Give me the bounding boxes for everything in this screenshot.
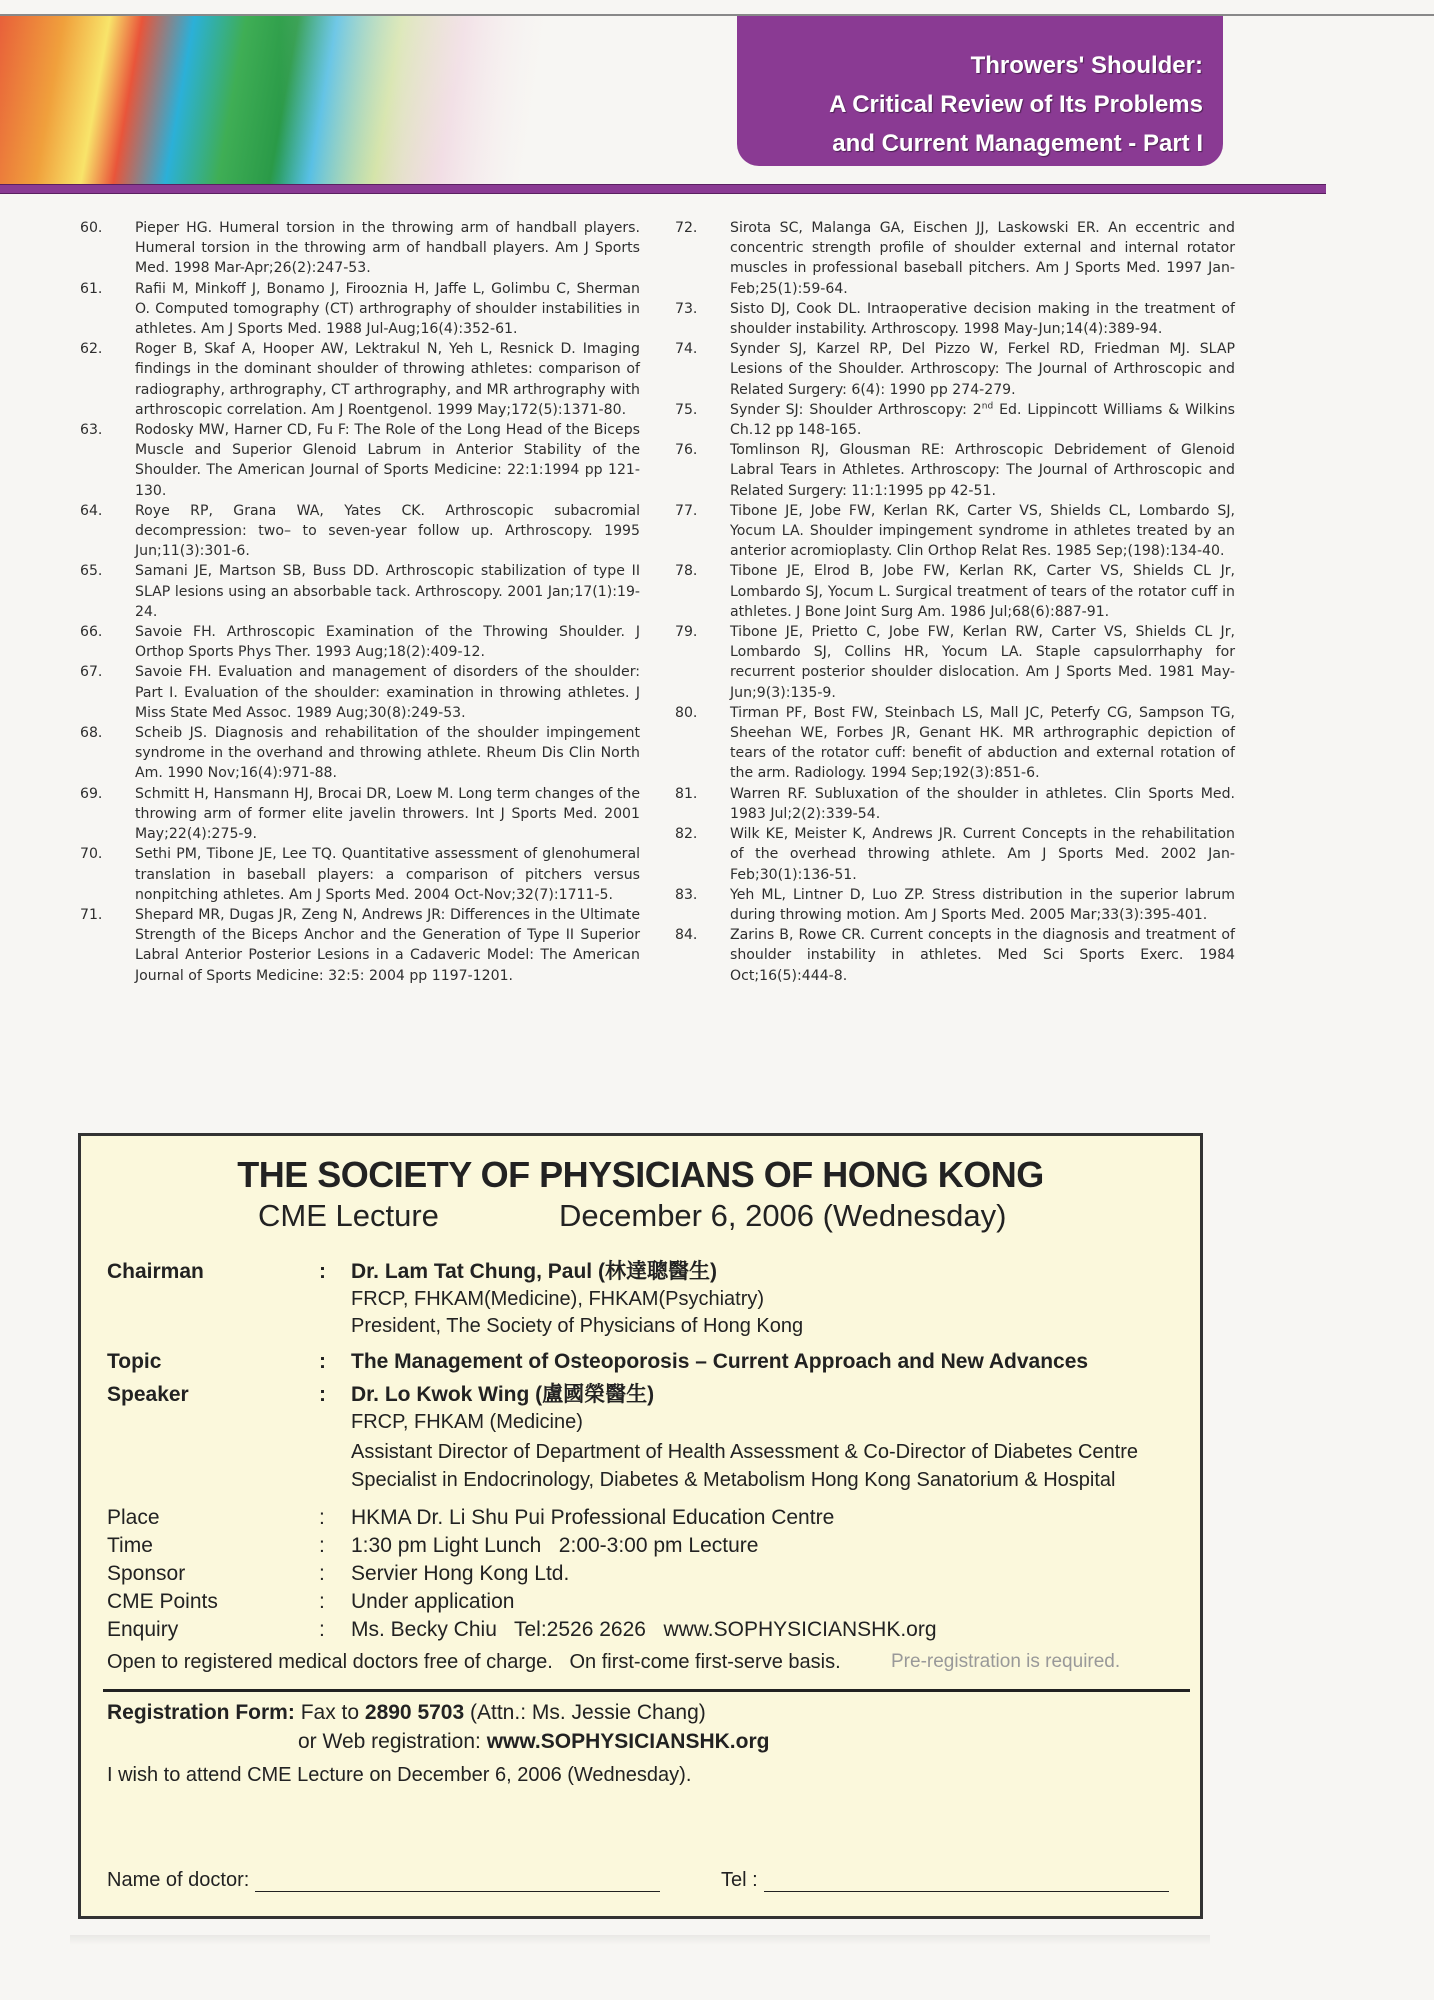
reference-number: 68. — [80, 725, 103, 742]
reference-number: 82. — [675, 826, 698, 843]
colon: : — [319, 1534, 325, 1557]
reference-number: 74. — [675, 341, 698, 358]
event-type: CME Lecture — [258, 1198, 439, 1233]
reference-text: Rafii M, Minkoff J, Bonamo J, Firooznia H, Jaffe L, Golimbu C, Sherman O. Computed tomography (CT) arthrography of shoulder instabilities in athletes. Am J Sports Med. 1988 Jul-Aug;16(4):352-61. — [135, 280, 640, 338]
reference-item — [675, 218, 1235, 299]
registration-divider — [103, 1689, 1190, 1692]
chairman-label: Chairman — [107, 1260, 204, 1283]
reference-number: 64. — [80, 502, 103, 519]
reference-item — [80, 279, 640, 340]
reference-text: Savoie FH. Arthroscopic Examination of the Throwing Shoulder. J Orthop Sports Phys Ther. 1993 Aug;18(2):409-12. — [135, 624, 640, 661]
colon: : — [319, 1350, 326, 1373]
reference-item — [80, 723, 640, 784]
place-label: Place — [107, 1506, 160, 1529]
reference-text: Tomlinson RJ, Glousman RE: Arthroscopic Debridement of Glenoid Labral Tears in Athletes. Arthroscopy: The Journal of Arthroscopic and Related Surgery: 11:1:1995 pp 42-51. — [730, 442, 1235, 499]
tel-label: Tel : — [721, 1869, 758, 1891]
registration-label: Registration Form: — [107, 1701, 295, 1724]
reference-item — [675, 925, 1235, 986]
reference-number: 80. — [675, 704, 698, 721]
reference-item — [80, 218, 640, 279]
fax-number: 2890 5703 — [364, 1701, 465, 1724]
reference-text: Sisto DJ, Cook DL. Intraoperative decision making in the treatment of shoulder instability. Arthroscopy. 1998 May-Jun;14(4):389-94. — [730, 300, 1235, 338]
reference-item — [675, 400, 1235, 440]
speaker-position-1: Assistant Director of Department of Health Assessment & Co-Director of Diabetes Centre — [351, 1441, 1138, 1463]
enquiry-label: Enquiry — [107, 1618, 179, 1641]
reference-item — [675, 622, 1235, 703]
reference-number: 67. — [80, 664, 103, 681]
reference-text: Sethi PM, Tibone JE, Lee TQ. Quantitative assessment of glenohumeral translation in baseball players: a comparison of pitchers versus nonpitching athletes. Am J Sports Med. 2004 Oct-Nov;32(7):1711-5. — [135, 846, 640, 903]
place-value: HKMA Dr. Li Shu Pui Professional Education Centre — [351, 1506, 835, 1529]
doctor-name-blank[interactable] — [255, 1871, 660, 1892]
reference-number: 66. — [80, 624, 103, 641]
doctor-name-label: Name of doctor: — [107, 1869, 250, 1891]
reference-item — [80, 784, 640, 845]
reference-item — [675, 440, 1235, 501]
reference-text: Tirman PF, Bost FW, Steinbach LS, Mall JC, Peterfy CG, Sampson TG, Sheehan WE, Forbes JR, Genant HK. MR arthrographic depiction of tears of the rotator cuff: benefit of abduction and external rotation of the arm. Radiology. 1994 Sep;192(3):851-6. — [730, 704, 1235, 782]
reference-text — [730, 400, 1235, 440]
registration-web-line — [298, 1730, 769, 1754]
reference-number: 70. — [80, 846, 103, 863]
reference-item — [675, 299, 1235, 339]
cme-points-label: CME Points — [107, 1590, 218, 1613]
topic-label: Topic — [107, 1350, 162, 1373]
enquiry-value: Ms. Becky Chiu Tel:2526 2626 www.SOPHYSICIANSHK.org — [351, 1618, 937, 1641]
attend-statement: I wish to attend CME Lecture on December 6, 2006 (Wednesday). — [107, 1764, 692, 1786]
reference-number: 71. — [80, 906, 103, 923]
article-title-line-3: and Current Management - Part I — [832, 130, 1203, 157]
reference-item — [80, 561, 640, 622]
reference-text: Synder SJ, Karzel RP, Del Pizzo W, Ferkel RD, Friedman MJ. SLAP Lesions of the Shoulder. Arthroscopy: The Journal of Arthroscopic and Related Surgery: 6(4): 1990 pp 274-279. — [730, 341, 1235, 398]
fax-attn: (Attn.: Ms. Jessie Chang) — [470, 1701, 706, 1724]
article-title-line-2: A Critical Review of Its Problems — [829, 91, 1203, 118]
reference-number: 79. — [675, 624, 698, 641]
colon: : — [319, 1618, 325, 1641]
reference-item — [675, 885, 1235, 925]
reference-item — [675, 561, 1235, 622]
time-label: Time — [107, 1534, 153, 1557]
reference-item — [80, 844, 640, 905]
reference-text-part: Synder SJ: Shoulder Arthroscopy: 2 — [730, 401, 982, 418]
reference-text: Samani JE, Martson SB, Buss DD. Arthroscopic stabilization of type II SLAP lesions using an absorbable tack. Arthroscopy. 2001 Jan;17(1):19-24. — [135, 563, 640, 620]
references-column-right — [675, 218, 1235, 986]
article-title-box — [737, 16, 1223, 166]
header-decorative-image — [0, 14, 620, 186]
reference-text-part: Ed. Lippincott Williams & Wilkins Ch.12 pp 148-165. — [730, 401, 1235, 439]
reference-item — [675, 339, 1235, 400]
reference-text: Roger B, Skaf A, Hooper AW, Lektrakul N, Yeh L, Resnick D. Imaging findings in the dominant shoulder of throwing athletes: comparison of radiography, arthrography, CT arthrography, and MR arthrography with arthroscopic correlation. Am J Roentgenol. 1999 May;172(5):1371-80. — [135, 341, 640, 418]
reference-item — [80, 339, 640, 420]
tel-field[interactable] — [721, 1869, 1169, 1892]
reference-number: 60. — [80, 220, 103, 236]
reference-number: 81. — [675, 785, 698, 802]
reference-number: 65. — [80, 563, 103, 580]
reference-number: 61. — [80, 280, 103, 297]
chairman-qualifications: FRCP, FHKAM(Medicine), FHKAM(Psychiatry) — [351, 1288, 765, 1310]
reference-number: 83. — [675, 886, 698, 903]
speaker-label: Speaker — [107, 1383, 189, 1406]
reference-number: 84. — [675, 927, 698, 944]
reference-text: Zarins B, Rowe CR. Current concepts in the diagnosis and treatment of shoulder instability in athletes. Med Sci Sports Exerc. 1984 Oct;16(5):444-8. — [730, 927, 1235, 984]
reference-text: Warren RF. Subluxation of the shoulder in athletes. Clin Sports Med. 1983 Jul;2(2):339-54. — [730, 785, 1235, 822]
reference-number: 73. — [675, 300, 698, 317]
speaker-name: Dr. Lo Kwok Wing (盧國榮醫生) — [351, 1383, 655, 1406]
doctor-name-field[interactable] — [107, 1869, 660, 1892]
reference-text: Tibone JE, Elrod B, Jobe FW, Kerlan RK, Carter VS, Shields CL Jr, Lombardo SJ, Yocum L. Surgical treatment of tears of the rotator cuff in athletes. J Bone Joint Surg Am. 1986 Jul;68(6):887-91. — [730, 563, 1235, 620]
references-column-left — [80, 218, 640, 986]
reference-text: Wilk KE, Meister K, Andrews JR. Current Concepts in the rehabilitation of the overhead throwing athlete. Am J Sports Med. 2002 Jan-Feb;30(1):136-51. — [730, 826, 1235, 883]
reference-text: Schmitt H, Hansmann HJ, Brocai DR, Loew M. Long term changes of the throwing arm of former elite javelin throwers. Int J Sports Med. 2001 May;22(4):275-9. — [135, 785, 640, 843]
colon: : — [319, 1260, 326, 1283]
open-note: Open to registered medical doctors free of charge. On first-come first-serve basis. — [107, 1651, 841, 1673]
reference-text: Tibone JE, Jobe FW, Kerlan RK, Carter VS, Shields CL, Lombardo SJ, Yocum LA. Shoulder impingement syndrome in athletes treated by an anterior acromioplasty. Clin Orthop Relat Res. 1985 Sep;(198):134-40. — [730, 502, 1235, 560]
reference-text: Yeh ML, Lintner D, Luo ZP. Stress distribution in the superior labrum during throwing motion. Am J Sports Med. 2005 Mar;33(3):395-401. — [730, 886, 1235, 923]
reference-item — [80, 905, 640, 986]
time-value: 1:30 pm Light Lunch 2:00-3:00 pm Lecture — [351, 1534, 759, 1557]
cme-announcement-box — [78, 1133, 1203, 1919]
reference-text: Roye RP, Grana WA, Yates CK. Arthroscopic subacromial decompression: two– to seven-year follow up. Arthroscopy. 1995 Jun;11(3):301-6. — [135, 502, 640, 560]
reference-item — [80, 501, 640, 562]
reference-text: Savoie FH. Evaluation and management of disorders of the shoulder: Part I. Evaluation of the shoulder: examination in throwing athletes. J Miss State Med Assoc. 1989 Aug;30(8):249-53. — [135, 664, 640, 721]
tel-blank[interactable] — [764, 1871, 1169, 1892]
reference-text: Sirota SC, Malanga GA, Eischen JJ, Laskowski ER. An eccentric and concentric strength profile of shoulder external and internal rotator muscles in professional baseball pitchers. Am J Sports Med. 1997 Jan-Feb;25(1):59-64. — [730, 220, 1235, 297]
reference-item — [675, 784, 1235, 824]
reference-number: 75. — [675, 401, 698, 418]
reference-number: 72. — [675, 220, 698, 236]
colon: : — [319, 1590, 325, 1613]
colon: : — [319, 1562, 325, 1585]
reference-number: 78. — [675, 563, 698, 580]
reference-number: 63. — [80, 422, 103, 439]
reference-text: Pieper HG. Humeral torsion in the throwing arm of handball players. Humeral torsion in the throwing arm of handball players. Am J Sports Med. 1998 Mar-Apr;26(2):247-53. — [135, 220, 640, 277]
speaker-qualifications: FRCP, FHKAM (Medicine) — [351, 1411, 583, 1433]
registration-fax-line — [107, 1701, 706, 1725]
colon: : — [319, 1506, 325, 1529]
topic-value: The Management of Osteoporosis – Current Approach and New Advances — [351, 1350, 1089, 1373]
sponsor-value: Servier Hong Kong Ltd. — [351, 1562, 570, 1585]
reference-text: Tibone JE, Prietto C, Jobe FW, Kerlan RW, Carter VS, Shields CL Jr, Lombardo SJ, Collins HR, Yocum LA. Staple capsulorrhaphy for recurrent posterior shoulder dislocation. Am J Sports Med. 1981 May-Jun;9(3):135-9. — [730, 624, 1235, 701]
reference-item — [80, 420, 640, 501]
reference-superscript: nd — [981, 401, 994, 412]
scan-shadow — [70, 1935, 1210, 1945]
reference-text: Shepard MR, Dugas JR, Zeng N, Andrews JR: Differences in the Ultimate Strength of the Biceps Anchor and the Generation of Type II Superior Labral Anterior Posterior Lesions in a Cadaveric Model: The American Journal of Sports Medicine: 32:5: 2004 pp 1197-1201. — [135, 906, 640, 984]
header-divider — [0, 184, 1326, 194]
reference-text: Scheib JS. Diagnosis and rehabilitation of the shoulder impingement syndrome in the overhand and throwing athlete. Rheum Dis Clin North Am. 1990 Nov;16(4):971-88. — [135, 725, 640, 782]
reference-item — [675, 824, 1235, 885]
reference-item — [80, 622, 640, 662]
society-title: THE SOCIETY OF PHYSICIANS OF HONG KONG — [237, 1154, 1044, 1195]
reference-number: 77. — [675, 502, 698, 519]
pre-registration-note: Pre-registration is required. — [891, 1651, 1121, 1672]
sponsor-label: Sponsor — [107, 1562, 186, 1585]
reference-number: 76. — [675, 442, 698, 459]
web-registration-link[interactable]: www.SOPHYSICIANSHK.org — [486, 1730, 770, 1753]
colon: : — [319, 1383, 326, 1406]
reference-item — [675, 501, 1235, 562]
reference-item — [675, 703, 1235, 784]
event-date: December 6, 2006 (Wednesday) — [559, 1198, 1007, 1233]
article-title-line-1: Throwers' Shoulder: — [970, 52, 1203, 79]
reference-number: 69. — [80, 785, 103, 802]
speaker-position-2: Specialist in Endocrinology, Diabetes & Metabolism Hong Kong Sanatorium & Hospital — [351, 1469, 1116, 1491]
cme-points-value: Under application — [351, 1590, 515, 1613]
reference-number: 62. — [80, 341, 103, 358]
web-prefix: or Web registration: — [298, 1730, 481, 1753]
chairman-position: President, The Society of Physicians of Hong Kong — [351, 1315, 804, 1337]
fax-prefix: Fax to — [300, 1701, 360, 1724]
reference-item — [80, 662, 640, 723]
reference-text: Rodosky MW, Harner CD, Fu F: The Role of the Long Head of the Biceps Muscle and Superior Glenoid Labrum in Anterior Stability of the Shoulder. The American Journal of Sports Medicine: 22:1:1994 pp 121-130. — [135, 422, 640, 499]
chairman-name: Dr. Lam Tat Chung, Paul (林達聰醫生) — [351, 1260, 717, 1283]
